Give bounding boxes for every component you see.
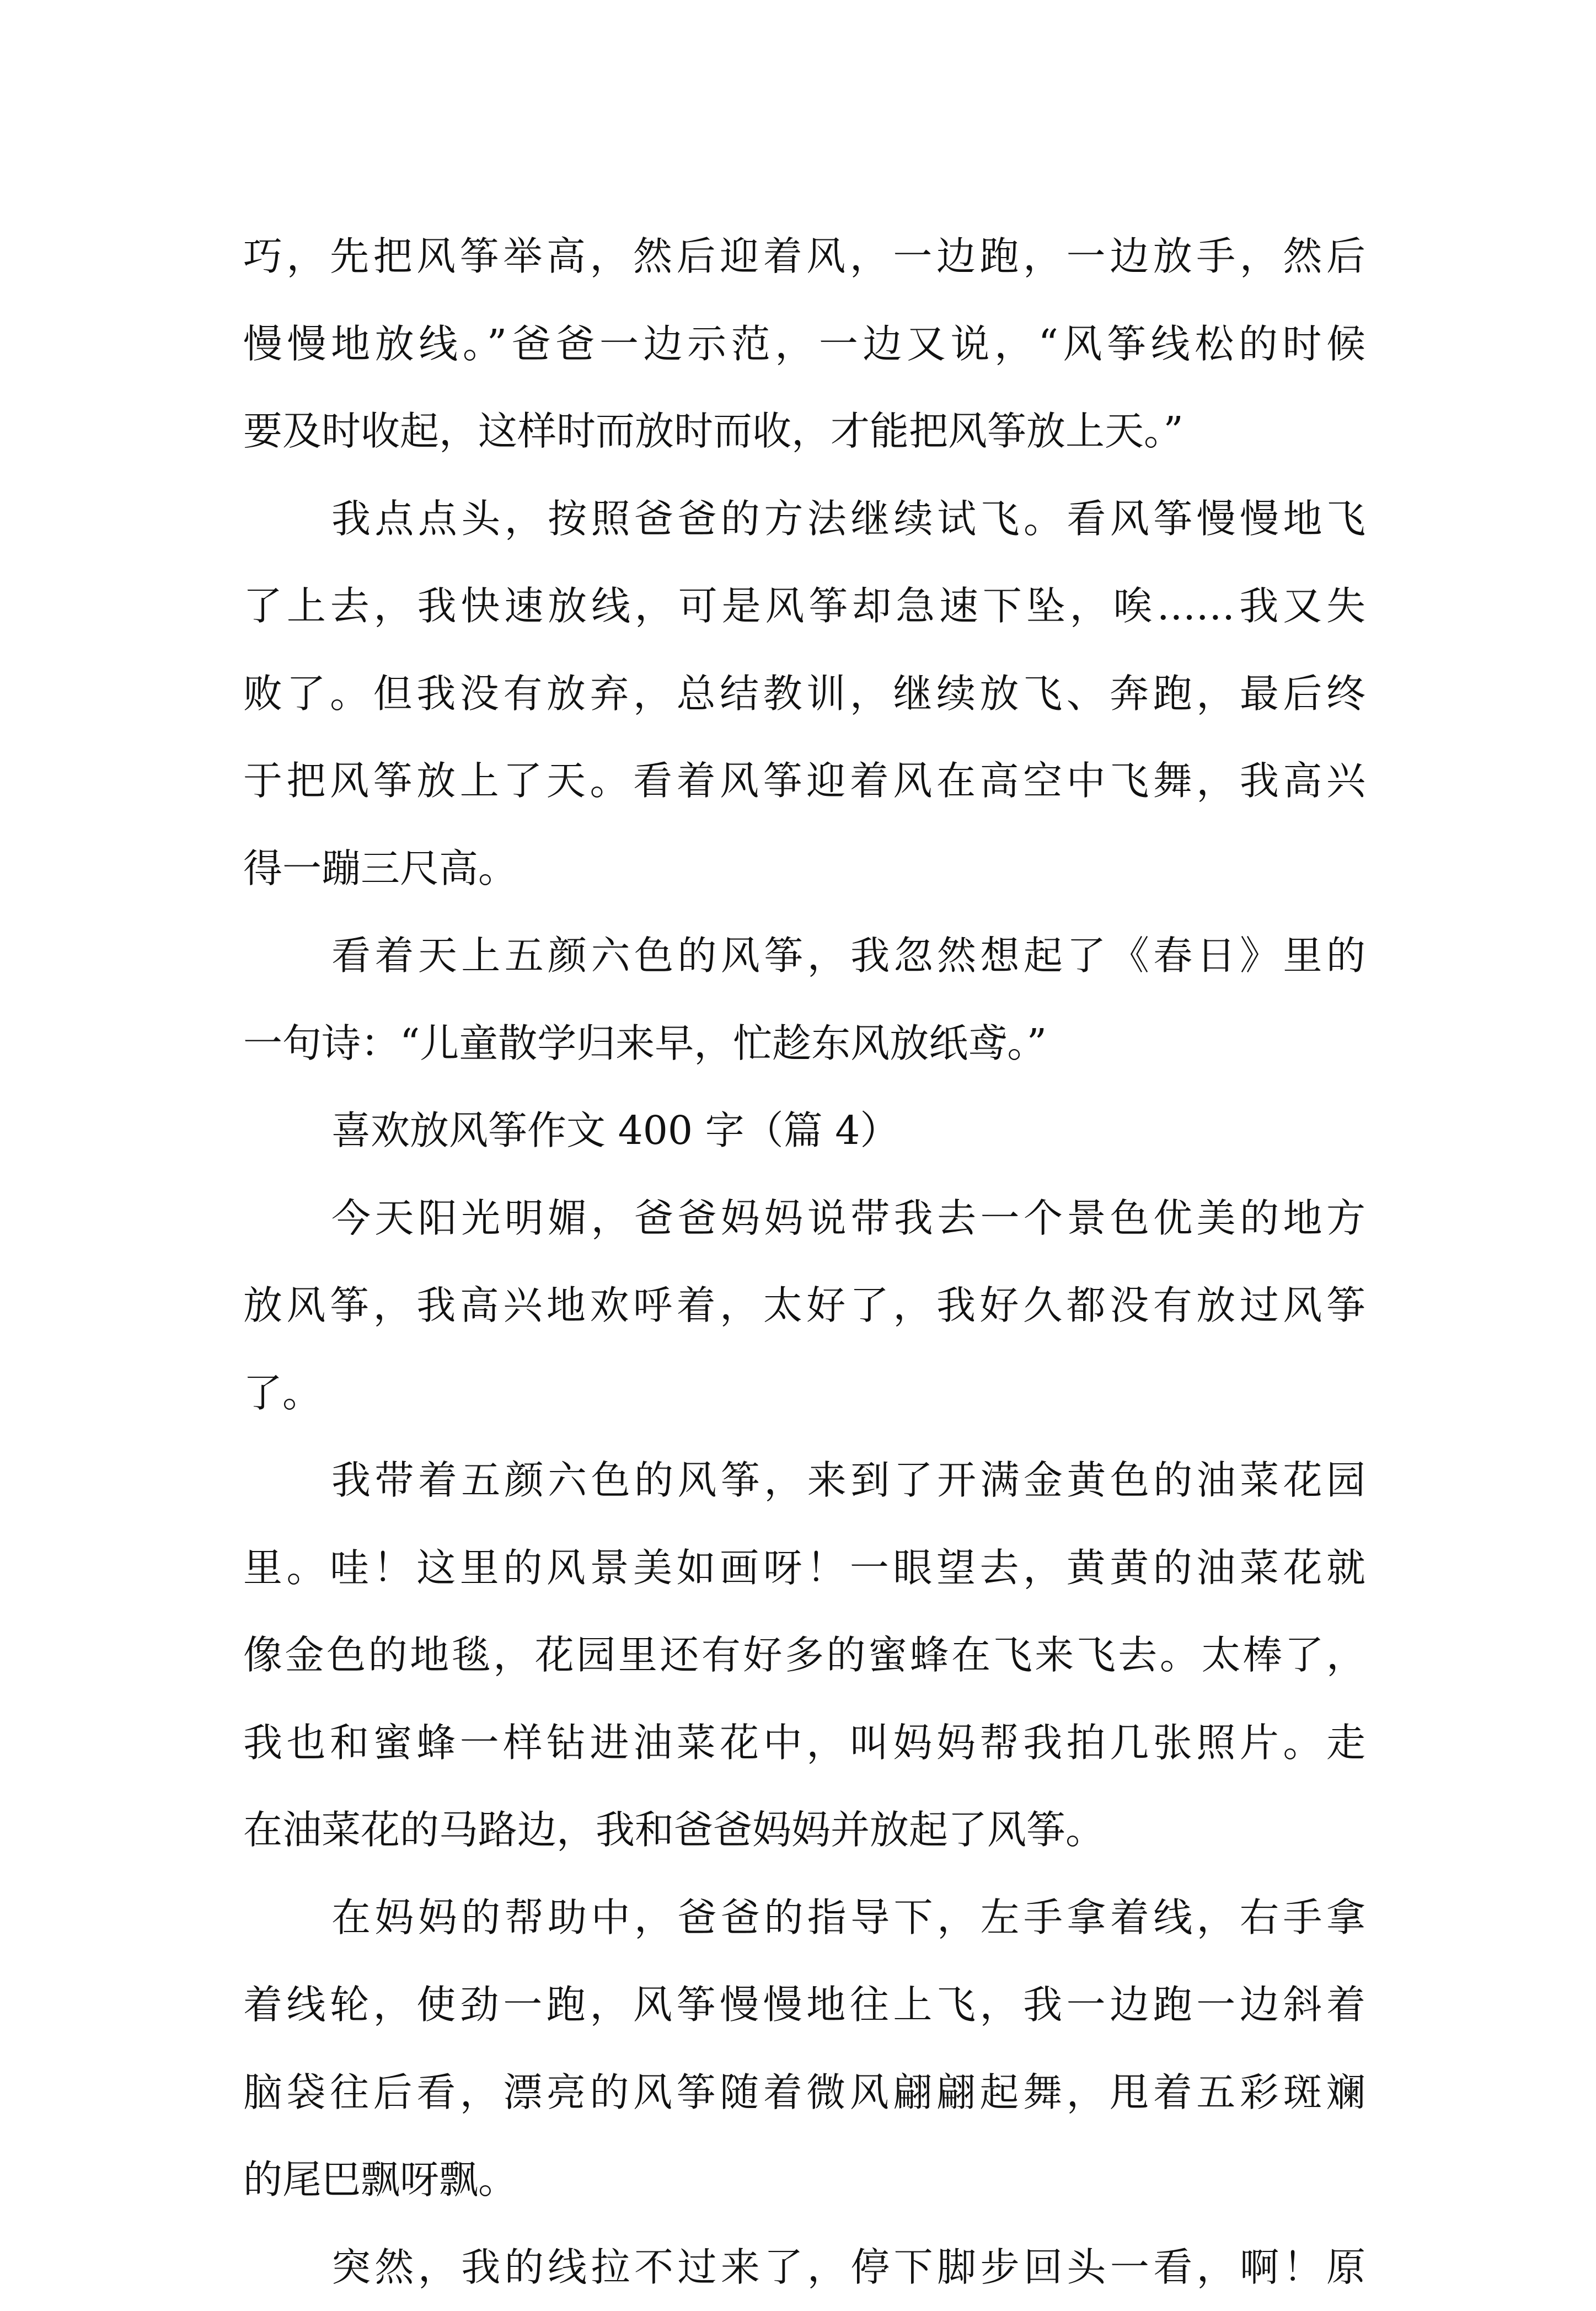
text-line: 巧，先把风筝举高，然后迎着风，一边跑，一边放手，然后 bbox=[243, 213, 1365, 301]
text-line: 像金色的地毯，花园里还有好多的蜜蜂在飞来飞去。太棒了， bbox=[243, 1612, 1365, 1699]
text-line: 我也和蜜蜂一样钻进油菜花中，叫妈妈帮我拍几张照片。走 bbox=[243, 1699, 1365, 1787]
text-line: 看着天上五颜六色的风筝，我忽然想起了《春日》里的 bbox=[243, 912, 1365, 1000]
document-body bbox=[243, 213, 1365, 2311]
text-line: 放风筝，我高兴地欢呼着，太好了，我好久都没有放过风筝 bbox=[243, 1262, 1365, 1350]
text-line: 的尾巴飘呀飘。 bbox=[243, 2136, 1365, 2224]
text-line: 慢慢地放线。”爸爸一边示范，一边又说，“风筝线松的时候 bbox=[243, 301, 1365, 388]
text-line: 于把风筝放上了天。看着风筝迎着风在高空中飞舞，我高兴 bbox=[243, 737, 1365, 825]
text-line: 了上去，我快速放线，可是风筝却急速下坠，唉……我又失 bbox=[243, 563, 1365, 650]
text-line: 脑袋往后看，漂亮的风筝随着微风翩翩起舞，甩着五彩斑斓 bbox=[243, 2049, 1365, 2137]
text-line: 一句诗：“儿童散学归来早，忙趁东风放纸鸢。” bbox=[243, 1000, 1365, 1088]
text-line: 里。哇！这里的风景美如画呀！一眼望去，黄黄的油菜花就 bbox=[243, 1524, 1365, 1612]
text-line: 了。 bbox=[243, 1350, 1365, 1437]
text-line: 要及时收起，这样时而放时而收，才能把风筝放上天。” bbox=[243, 388, 1365, 475]
text-line: 得一蹦三尺高。 bbox=[243, 825, 1365, 913]
text-line: 我点点头，按照爸爸的方法继续试飞。看风筝慢慢地飞 bbox=[243, 475, 1365, 563]
text-line: 败了。但我没有放弃，总结教训，继续放飞、奔跑，最后终 bbox=[243, 650, 1365, 738]
text-line: 在油菜花的马路边，我和爸爸妈妈并放起了风筝。 bbox=[243, 1786, 1365, 1874]
text-line: 我带着五颜六色的风筝，来到了开满金黄色的油菜花园 bbox=[243, 1437, 1365, 1524]
text-line: 今天阳光明媚，爸爸妈妈说带我去一个景色优美的地方 bbox=[243, 1175, 1365, 1263]
text-line: 喜欢放风筝作文 400 字（篇 4） bbox=[243, 1087, 1365, 1175]
text-line: 在妈妈的帮助中，爸爸的指导下，左手拿着线，右手拿 bbox=[243, 1874, 1365, 1962]
text-line: 着线轮，使劲一跑，风筝慢慢地往上飞，我一边跑一边斜着 bbox=[243, 1961, 1365, 2049]
text-line: 突然，我的线拉不过来了，停下脚步回头一看，啊！原 bbox=[243, 2224, 1365, 2311]
